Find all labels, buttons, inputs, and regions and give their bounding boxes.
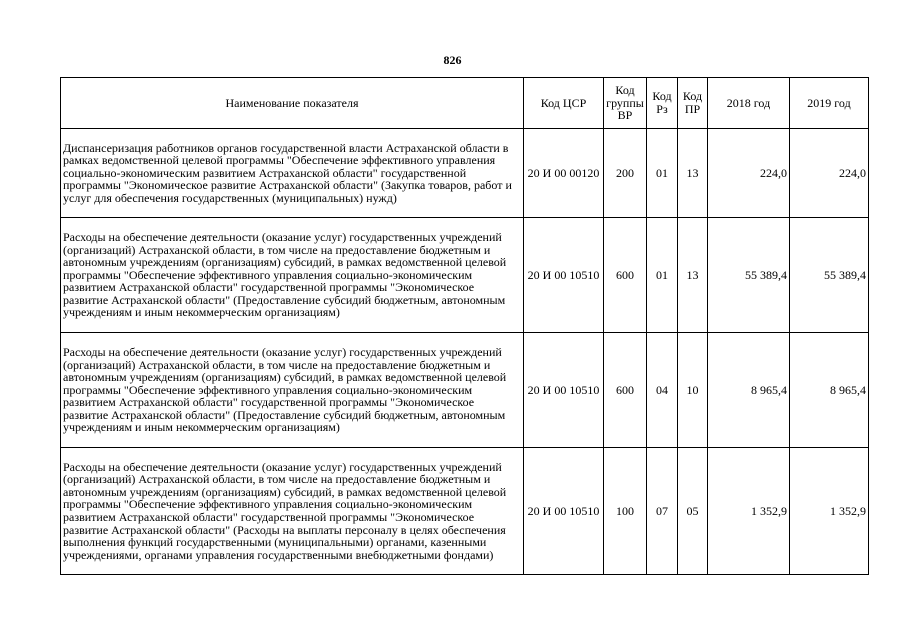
table-row <box>61 129 869 218</box>
cell-2018: 224,0 <box>708 129 790 218</box>
cell-2019: 55 389,4 <box>790 218 869 333</box>
cell-2018: 55 389,4 <box>708 218 790 333</box>
cell-2019: 8 965,4 <box>790 333 869 448</box>
page-number: 826 <box>443 53 462 67</box>
cell-2018: 1 352,9 <box>708 448 790 575</box>
cell-vr: 200 <box>604 129 647 218</box>
header-2018: 2018 год <box>708 78 790 129</box>
cell-pr: 13 <box>678 129 708 218</box>
cell-csr: 20 И 00 10510 <box>524 448 604 575</box>
header-vr: Код группы ВР <box>604 78 647 129</box>
table-row <box>61 448 869 575</box>
table-header-row <box>61 78 869 129</box>
cell-rz: 01 <box>647 129 678 218</box>
cell-vr: 600 <box>604 218 647 333</box>
cell-pr: 05 <box>678 448 708 575</box>
cell-name: Расходы на обеспечение деятельности (оказание услуг) государственных учреждений (организаций) Астраханской области, в том числе на предоставление бюджетным и автономным учреждениям (организациям) субсидий, в рамках ведомственной целевой программы "Обеспечение эффективного управления социально-экономическим развитием Астраханской области" государственной программы "Экономическое развитие Астраханской области" (Предоставление субсидий бюджетным, автономным учреждениям и иным некоммерческим организациям) <box>61 218 524 333</box>
cell-csr: 20 И 00 00120 <box>524 129 604 218</box>
cell-pr: 10 <box>678 333 708 448</box>
cell-pr: 13 <box>678 218 708 333</box>
header-2019: 2019 год <box>790 78 869 129</box>
cell-name: Расходы на обеспечение деятельности (оказание услуг) государственных учреждений (организаций) Астраханской области, в том числе на предоставление бюджетным и автономным учреждениям (организациям) субсидий, в рамках ведомственной целевой программы "Обеспечение эффективного управления социально-экономическим развитием Астраханской области" государственной программы "Экономическое развитие Астраханской области" (Расходы на выплаты персоналу в целях обеспечения выполнения функций государственными (муниципальными) органами, казенными учреждениями, органами управления государственными внебюджетными фондами) <box>61 448 524 575</box>
cell-vr: 600 <box>604 333 647 448</box>
header-name: Наименование показателя <box>61 78 524 129</box>
cell-csr: 20 И 00 10510 <box>524 333 604 448</box>
cell-2019: 1 352,9 <box>790 448 869 575</box>
table-row <box>61 333 869 448</box>
cell-rz: 01 <box>647 218 678 333</box>
header-csr: Код ЦСР <box>524 78 604 129</box>
cell-name: Расходы на обеспечение деятельности (оказание услуг) государственных учреждений (организаций) Астраханской области, в том числе на предоставление бюджетным и автономным учреждениям (организациям) субсидий, в рамках ведомственной целевой программы "Обеспечение эффективного управления социально-экономическим развитием Астраханской области" государственной программы "Экономическое развитие Астраханской области" (Предоставление субсидий бюджетным, автономным учреждениям и иным некоммерческим организациям) <box>61 333 524 448</box>
cell-csr: 20 И 00 10510 <box>524 218 604 333</box>
budget-table <box>60 77 869 575</box>
header-pr: Код ПР <box>678 78 708 129</box>
cell-vr: 100 <box>604 448 647 575</box>
cell-rz: 04 <box>647 333 678 448</box>
cell-rz: 07 <box>647 448 678 575</box>
cell-name: Диспансеризация работников органов государственной власти Астраханской области в рамках ведомственной целевой программы "Обеспечение эффективного управления социально-экономическим развитием Астраханской области" государственной программы "Экономическое развитие Астраханской области" (Закупка товаров, работ и услуг для обеспечения государственных (муниципальных) нужд) <box>61 129 524 218</box>
cell-2018: 8 965,4 <box>708 333 790 448</box>
header-rz: Код Рз <box>647 78 678 129</box>
cell-2019: 224,0 <box>790 129 869 218</box>
table-row <box>61 218 869 333</box>
